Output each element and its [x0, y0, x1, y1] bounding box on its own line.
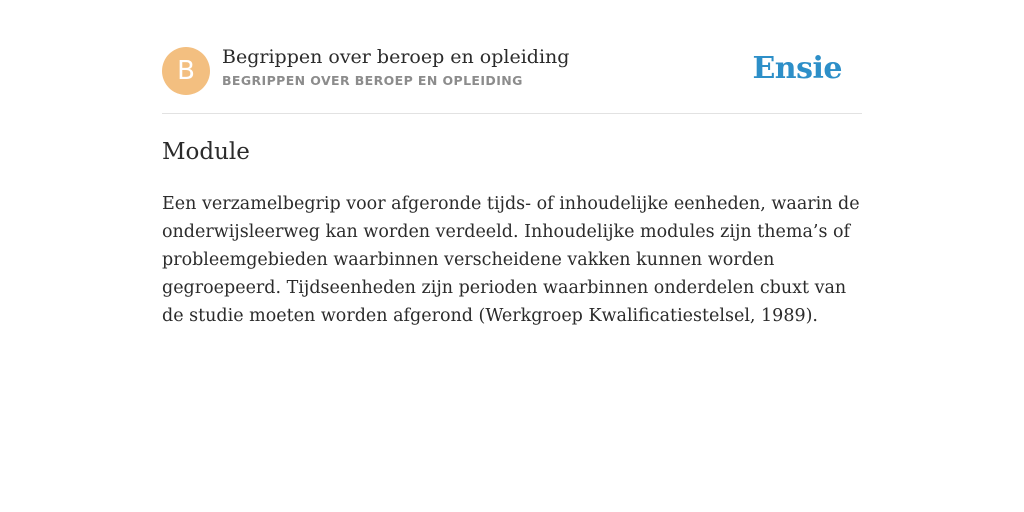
- book-subtitle: BEGRIPPEN OVER BEROEP EN OPLEIDING: [222, 73, 523, 88]
- header: [162, 40, 862, 112]
- book-avatar[interactable]: B: [162, 47, 210, 95]
- entry-definition: Een verzamelbegrip voor afgeronde tijds- of inhoudelijke eenheden, waarin de onderwijsleerweg kan worden verdeeld. Inhoudelijke modules zijn thema’s of probleemgebieden waarbinnen verscheidene vakken kunnen worden gegroepeerd. Tijdseenheden zijn perioden waarbinnen onderdelen cbuxt van de studie moeten worden afgerond (Werkgroep Kwalificatiestelsel, 1989).: [162, 194, 860, 326]
- brand-logo[interactable]: Ensie: [752, 51, 842, 86]
- book-title-link[interactable]: Begrippen over beroep en opleiding: [222, 46, 570, 68]
- header-divider: [162, 113, 862, 114]
- book-titles: [222, 44, 569, 90]
- entry-term: Module: [162, 139, 250, 165]
